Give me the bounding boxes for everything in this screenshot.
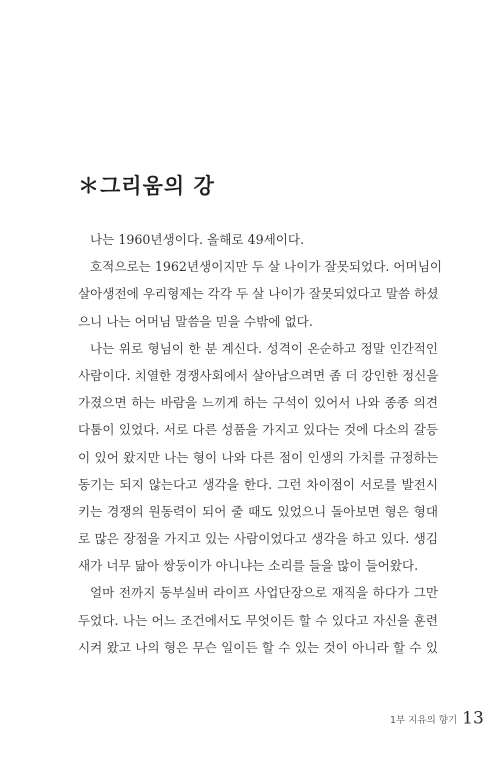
- body-text: [78, 226, 443, 661]
- paragraph-line: 살아생전에 우리형제는 각각 두 살 나이가 잘못되었다고 말씀 하셨: [78, 286, 439, 302]
- page-number: 13: [462, 708, 484, 729]
- paragraph-line: 호적으로는 1962년생이지만 두 살 나이가 잘못되었다. 어머님이: [90, 259, 443, 275]
- paragraph-line: 키는 경쟁의 원동력이 되어 줄 때도 있었으니 돌아보면 형은 형대: [78, 503, 438, 519]
- paragraph-line: 나는 위로 형님이 한 분 계신다. 성격이 온순하고 정말 인간적인: [90, 340, 438, 356]
- page-footer: [390, 708, 484, 729]
- chapter-title: ＊그리움의 강: [78, 174, 215, 198]
- paragraph-line: 동기는 되지 않는다고 생각을 한다. 그런 차이점이 서로를 발전시: [78, 476, 438, 492]
- paragraph-line: 으니 나는 어머님 말씀을 믿을 수밖에 없다.: [78, 313, 313, 329]
- paragraph-line: 이 있어 왔지만 나는 형이 나와 다른 점이 인생의 가치를 규정하는: [78, 449, 438, 465]
- paragraph-line: 로 많은 장점을 가지고 있는 사람이었다고 생각을 하고 있다. 생김: [78, 531, 438, 547]
- section-label: 1부 지유의 향기: [390, 714, 458, 726]
- paragraph-line: 다툼이 있었다. 서로 다른 성품을 가지고 있다는 것에 다소의 갈등: [78, 422, 438, 438]
- paragraph-line: 새가 너무 닮아 쌍둥이가 아니냐는 소리를 들을 많이 들어왔다.: [78, 558, 419, 574]
- paragraph-line: 두었다. 나는 어느 조건에서도 무엇이든 할 수 있다고 자신을 훈련: [78, 612, 438, 628]
- paragraph-line: 나는 1960년생이다. 올해로 49세이다.: [90, 232, 305, 247]
- paragraph-line: 시켜 왔고 나의 형은 무슨 일이든 할 수 있는 것이 아니라 할 수 있: [78, 639, 438, 655]
- paragraph-line: 가졌으면 하는 바람을 느끼게 하는 구석이 있어서 나와 종종 의견: [78, 395, 438, 411]
- paragraph-line: 얼마 전까지 동부실버 라이프 사업단장으로 재직을 하다가 그만: [90, 585, 438, 601]
- paragraph-line: 사람이다. 치열한 경쟁사회에서 살아남으려면 좀 더 강인한 정신을: [78, 367, 439, 383]
